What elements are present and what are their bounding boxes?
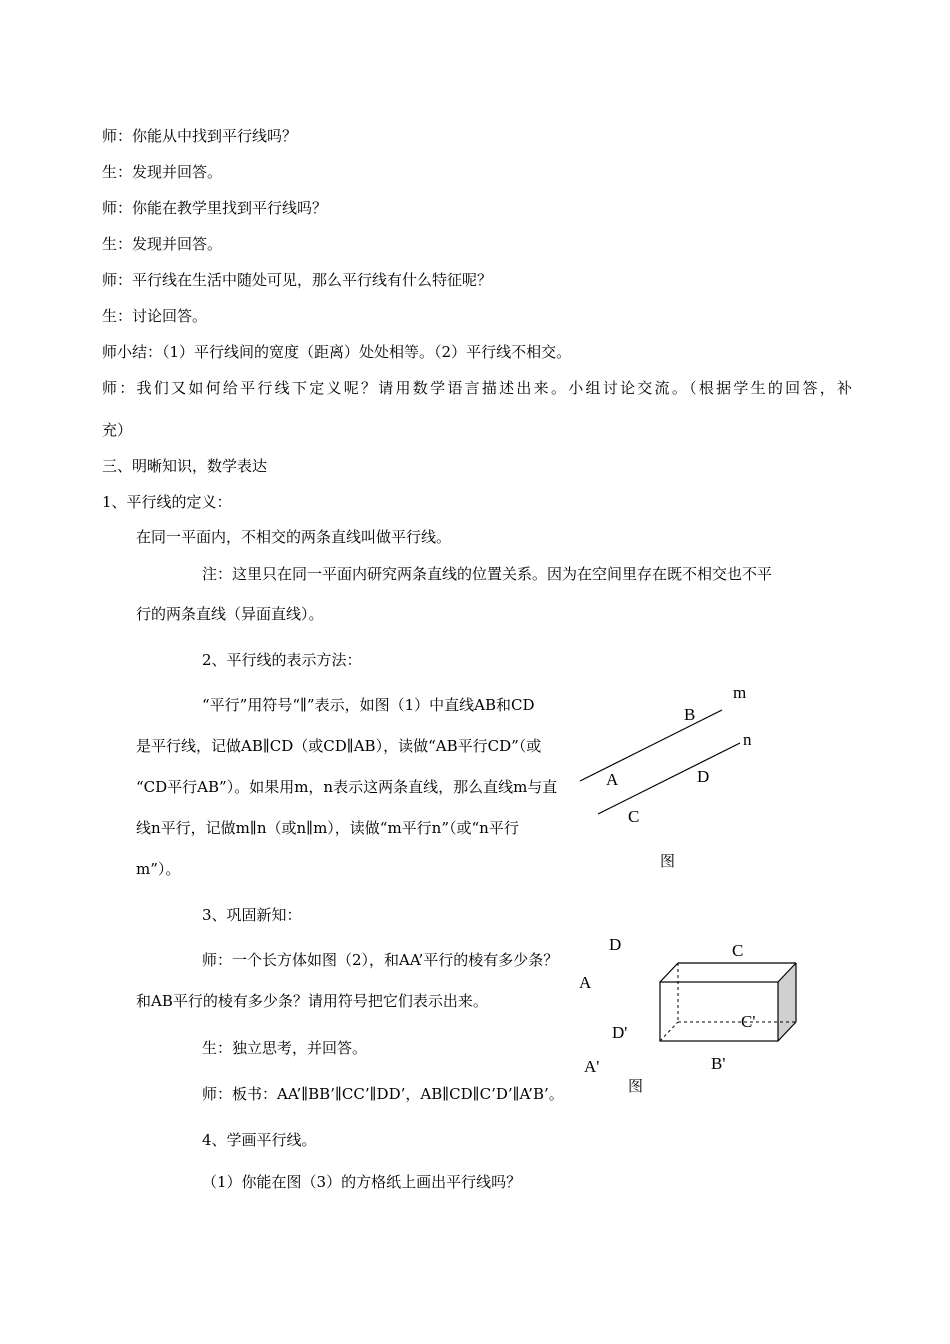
text-line: 生：讨论回答。 <box>102 307 208 325</box>
figure-caption: 图 <box>628 1077 644 1095</box>
text-line: 生：发现并回答。 <box>102 235 223 253</box>
text-line: 师小结：（1）平行线间的宽度（距离）处处相等。（2）平行线不相交。 <box>102 343 572 361</box>
subsection-heading: 4、学画平行线。 <box>202 1131 317 1149</box>
label-a: A <box>579 973 592 992</box>
label-c: C <box>628 807 640 826</box>
label-n: n <box>743 730 752 749</box>
line-cd <box>598 743 740 814</box>
cuboid-hidden-edge <box>660 1022 678 1041</box>
label-d-prime: D' <box>612 1023 628 1042</box>
text-line: “CD平行AB”）。如果用m，n表示这两条直线，那么直线m与直 <box>136 778 558 796</box>
text-line: （1）你能在图（3）的方格纸上画出平行线吗？ <box>202 1173 522 1191</box>
label-m: m <box>733 683 747 702</box>
text-line: 师：平行线在生活中随处可见，那么平行线有什么特征呢？ <box>102 271 493 289</box>
text-line: 师：我们又如何给平行线下定义呢？请用数学语言描述出来。小组讨论交流。（根据学生的回答，补 <box>102 379 852 397</box>
text-line: 师：你能从中找到平行线吗？ <box>102 127 298 145</box>
text-line: 师：你能在教学里找到平行线吗？ <box>102 199 328 217</box>
subsection-heading: 1、平行线的定义： <box>102 493 232 511</box>
label-b: B <box>684 705 696 724</box>
text-line: 师：板书：AA’∥BB’∥CC’∥DD’，AB∥CD∥C’D’∥A’B’。 <box>202 1085 564 1103</box>
label-c: C <box>732 941 744 960</box>
text-line: 和AB平行的棱有多少条？请用符号把它们表示出来。 <box>136 992 488 1010</box>
cuboid-edge <box>660 963 678 982</box>
label-b-prime: B' <box>711 1054 726 1073</box>
definition: 在同一平面内，不相交的两条直线叫做平行线。 <box>136 528 452 546</box>
text-line: 是平行线，记做AB∥CD（或CD∥AB），读做“AB平行CD”（或 <box>136 737 542 755</box>
cuboid-side-face <box>778 963 796 1041</box>
figure-caption: 图 <box>660 852 676 870</box>
note-line: 行的两条直线（异面直线）。 <box>136 605 324 623</box>
note-line: 注：这里只在同一平面内研究两条直线的位置关系。因为在空间里存在既不相交也不平 <box>202 565 773 583</box>
subsection-heading: 3、巩固新知： <box>202 906 302 924</box>
label-c-prime: C' <box>741 1012 756 1031</box>
text-line: 线n平行，记做m∥n（或n∥m），读做“m平行n”（或“n平行 <box>136 819 519 837</box>
section-heading: 三、明晰知识，数学表达 <box>102 457 268 475</box>
text-line: “平行”用符号“∥”表示，如图（1）中直线AB和CD <box>202 696 535 714</box>
subsection-heading: 2、平行线的表示方法： <box>202 651 362 669</box>
text-line: 师：一个长方体如图（2），和AA’平行的棱有多少条？ <box>202 951 559 969</box>
label-d: D <box>697 767 710 786</box>
text-line: m”）。 <box>136 860 181 878</box>
label-a: A <box>606 770 619 789</box>
label-d: D <box>609 935 622 954</box>
text-line: 生：独立思考，并回答。 <box>202 1039 368 1057</box>
text-line: 生：发现并回答。 <box>102 163 223 181</box>
text-line: 充） <box>102 421 133 439</box>
label-a-prime: A' <box>584 1057 600 1076</box>
